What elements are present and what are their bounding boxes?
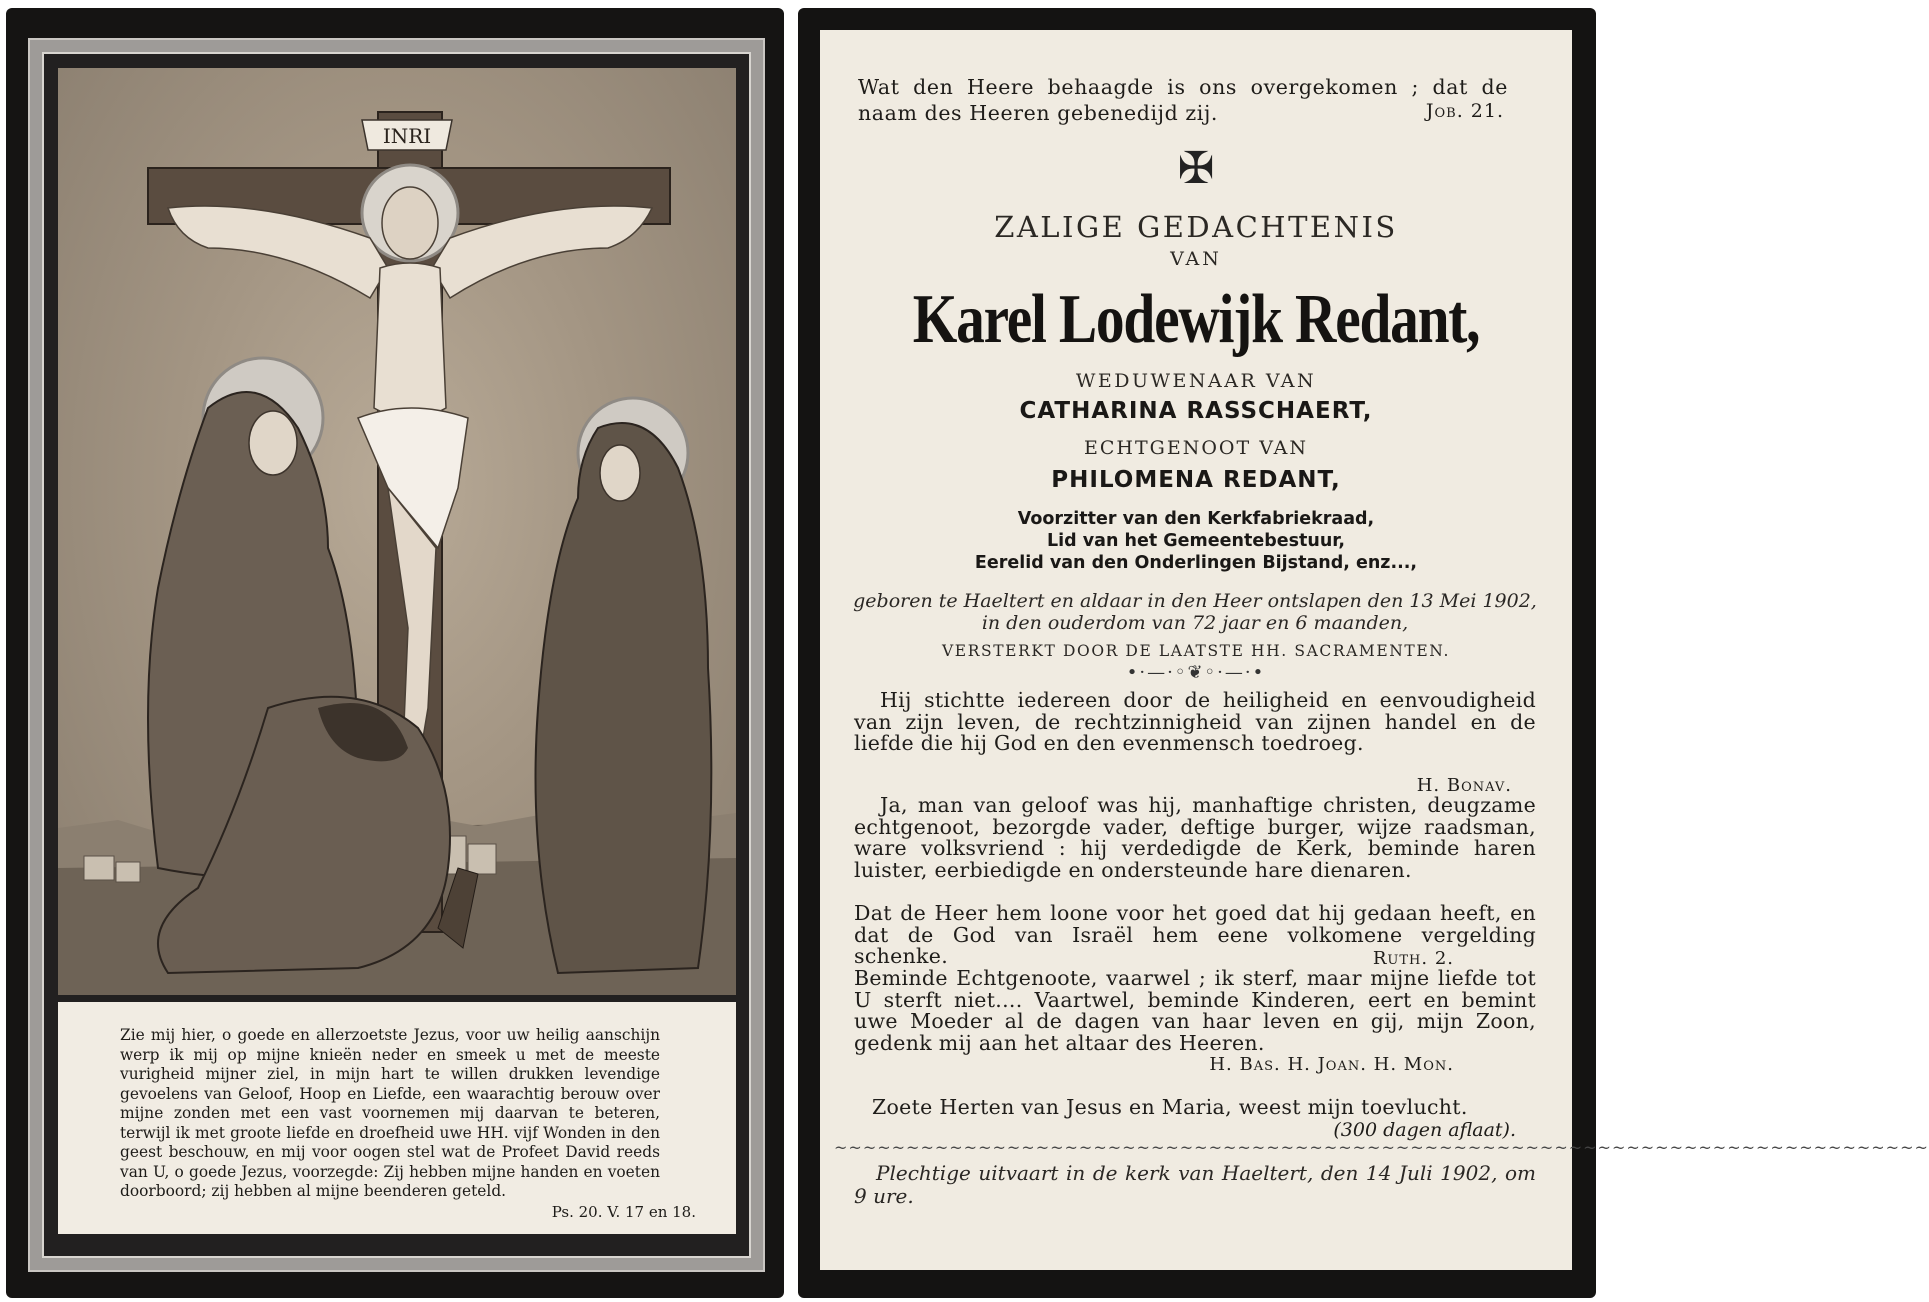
paragraph-3: Dat de Heer hem loone voor het goed dat hij gedaan heeft, en dat de God van Israël hem eene volkomene vergelding schenke. — [854, 901, 1536, 968]
prayer-card-front — [6, 8, 784, 1298]
heading: ZALIGE GEDACHTENIS — [994, 210, 1398, 244]
paragraph-5: Zoete Herten van Jesus en Maria, weest mijn toevlucht. — [872, 1095, 1468, 1119]
motto: Wat den Heere behaagde is ons overgekomen ; dat de naam des Heeren gebenedijd zij. — [858, 75, 1508, 125]
roles-list — [820, 508, 1572, 574]
paragraph-2: Ja, man van geloof was hij, manhaftige christen, deugzame echtgenoot, bezorgde vader, deftige burger, wijze raadsman, ware volksvriend : hij verdedigde de Kerk, beminde haren luister, eerbiedigde en ondersteunde hare dienaren. — [854, 793, 1536, 882]
crucifixion-drawing — [58, 68, 736, 995]
wavy-divider: ~~~~~~~~~~~~~~~~~~~~~~~~~~~~~~~~~~~~~~~~~~~~~~~~~~~~~~~~~~~~~~~~~~~~~~~~~~~~ — [834, 1138, 1929, 1157]
card-text-panel — [820, 30, 1929, 1270]
role-item: Voorzitter van den Kerkfabriekraad, — [1017, 509, 1375, 529]
birth-death-text: geboren te Haeltert en aldaar in den Heer ontslapen den 13 Mei 1902, in den ouderdom van 72 jaar en 6 maanden, — [853, 590, 1537, 634]
first-spouse-name: CATHARINA RASSCHAERT, — [1019, 398, 1373, 424]
prayer-text: Zie mij hier, o goede en allerzoetste Jezus, voor uw heilig aanschijn werp ik mij op mijne knieën neder en smeek u met de meeste vurigheid mijner ziel, in mijn hart te willen drukken levendige gevoelens van Geloof, Hoop en Liefde, een waarachtig berouw over mijne zonden met een vast voornemen mij daarvan te beteren, terwijl ik met groote liefde en droefheid uwe HH. vijf Wonden in den geest beschouw, en mij voor oogen stel wat de Profeet David reeds van U, o goede Jezus, voorzegde: Zij hebben mijne handen en voeten doorboord; zij hebben al mijne beenderen geteld. — [120, 1026, 660, 1200]
paragraph-4-reference: H. Bas. H. Joan. H. Mon. — [1209, 1054, 1454, 1075]
second-spouse-name: PHILOMENA REDANT, — [1051, 467, 1341, 493]
paragraph-3-reference: Ruth. 2. — [1372, 948, 1454, 969]
card-frame — [28, 38, 765, 1272]
widower-label: WEDUWENAAR VAN — [1075, 370, 1317, 392]
card-inner-border — [42, 52, 751, 1258]
sacraments-text: VERSTERKT DOOR DE LAATSTE HH. SACRAMENTEN. — [942, 642, 1450, 660]
paragraph-4: Beminde Echtgenoote, vaarwel ; ik sterf, maar mijne liefde tot U sterft niet.... Vaartwel, beminde Kinderen, eert en bemint uwe Moeder al de dagen van haar leven en gij, mijn Zoon, gedenk mij aan het altaar des Heeren. — [854, 966, 1536, 1055]
prayer-panel — [58, 1002, 736, 1234]
van-label: VAN — [1170, 248, 1222, 270]
crucifixion-illustration — [58, 68, 736, 995]
cross-icon: ✠ — [1177, 143, 1215, 194]
role-item: Lid van het Gemeentebestuur, — [1046, 531, 1346, 551]
inri-label: INRI — [382, 124, 432, 148]
husband-label: ECHTGENOOT VAN — [1084, 437, 1308, 459]
deceased-name: Karel Lodewijk Redant, — [912, 281, 1480, 358]
paragraph-1-reference: H. Bonav. — [1416, 775, 1512, 796]
prayer-reference: Ps. 20. V. 17 en 18. — [551, 1203, 696, 1221]
prayer-card-back — [798, 8, 1929, 1298]
role-item: Eerelid van den Onderlingen Bijstand, enz..., — [974, 553, 1418, 573]
funeral-notice: Plechtige uitvaart in de kerk van Haeltert, den 14 Juli 1902, om 9 ure. — [854, 1161, 1536, 1208]
motto-reference: Job. 21. — [1425, 100, 1504, 122]
indulgence-note: (300 dagen aflaat). — [1333, 1119, 1516, 1141]
paragraph-1: Hij stichtte iedereen door de heiligheid en eenvoudigheid van zijn leven, de rechtzinnigheid van zijnen handel en de liefde die hij God en den evenmensch toedroeg. — [854, 688, 1536, 755]
ornament-divider: •·—·◦❦◦·—·• — [1126, 662, 1266, 683]
